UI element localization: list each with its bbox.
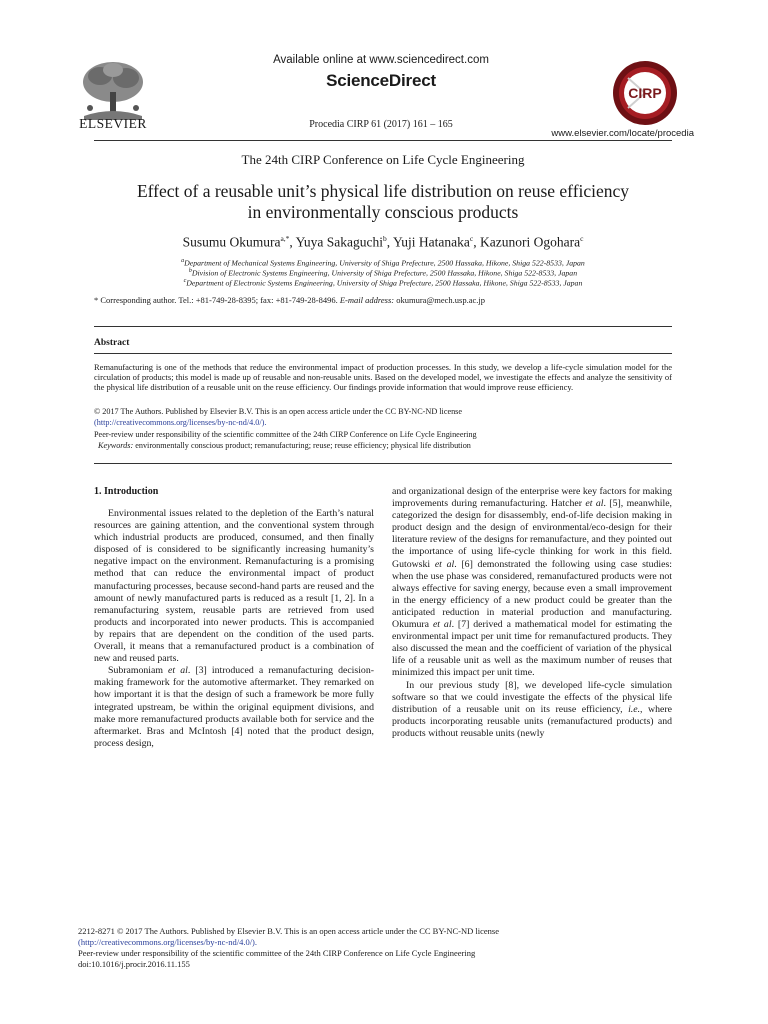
author-name[interactable]: Yuya Sakaguchi xyxy=(295,234,384,250)
keywords-label: Keywords: xyxy=(98,441,134,450)
author-separator: , xyxy=(473,234,480,250)
corresponding-author xyxy=(94,295,672,305)
sciencedirect-logo[interactable]: ScienceDirect xyxy=(326,71,436,90)
corresponding-contact: * Corresponding author. Tel.: +81-749-28-8395; fax: +81-749-28-8496. xyxy=(94,295,340,305)
keywords xyxy=(94,441,676,451)
email-label: E-mail address: xyxy=(339,295,395,305)
abstract-top-divider xyxy=(94,326,672,327)
journal-citation: Procedia CIRP 61 (2017) 161 – 165 xyxy=(309,119,453,130)
author-affiliation-mark: c xyxy=(580,234,584,243)
affiliation-text: Department of Electronic Systems Engineering, University of Shiga Prefecture, 2500 Hassaka, Hikone, Shiga 522-8533, Japan xyxy=(186,278,583,288)
license-link[interactable]: (http://creativecommons.org/licenses/by-nc-nd/4.0/). xyxy=(94,418,267,427)
affiliation-mark: c xyxy=(183,278,187,284)
keywords-list: environmentally conscious product; remanufacturing; reuse; reuse efficiency; physical life distribution xyxy=(133,441,471,450)
author-name[interactable]: Yuji Hatanaka xyxy=(393,234,470,250)
text-run: . [7] derived a mathematical model for estimating the environmental impact per unit time for remanufactured products. They also discussed the mean and the coefficient of variation of the physical life of a reusable unit as well as the maximum number of reuses that minimized this impact per unit time. xyxy=(392,619,673,679)
text-run: . [5], meanwhile, categorized the design for disassembly, end-of-life decision making in product design and the design of environmental/eco-design for their literature review of the designs for remanufacture, and they pointed out the importance of using life-cycle thinking for work in this field. Gutowski xyxy=(392,498,672,570)
text-run-italic: et al xyxy=(434,558,455,570)
text-run: , where products incorporating reusable units (remanufactured products) and products without reusable units (newly xyxy=(392,703,672,739)
article-title xyxy=(94,181,672,223)
text-run: . [6] demonstrated the following using case studies: when the use phase was considered, remanufactured products were not always effective for saving energy, because even a small improvement in the energy efficiency of a new product could be greater than the anticipated reduction in material production and manufacturing. Okumura xyxy=(392,558,673,631)
text-run-italic: i.e. xyxy=(628,703,641,715)
abstract-heading: Abstract xyxy=(94,338,130,348)
affiliation-c xyxy=(94,278,672,288)
footer-license-link[interactable]: (http://creativecommons.org/licenses/by-nc-nd/4.0/). xyxy=(78,937,258,947)
text-run: Subramoniam xyxy=(108,665,169,677)
author-separator: , xyxy=(386,234,394,250)
text-run-italic: et al xyxy=(168,665,188,677)
footer-peer-review: Peer-review under responsibility of the scientific committee of the 24th CIRP Conference on Life Cycle Engineering xyxy=(78,948,476,958)
author-name[interactable]: Kazunori Ogohara xyxy=(479,234,581,250)
author-name[interactable]: Susumu Okumura xyxy=(182,234,281,250)
affiliation-b xyxy=(94,268,672,278)
affiliation-mark: a xyxy=(181,258,185,264)
conference-name: The 24th CIRP Conference on Life Cycle Engineering xyxy=(241,152,525,167)
paragraph xyxy=(94,665,374,750)
affiliation-a xyxy=(94,258,672,268)
abstract-bottom-divider xyxy=(94,463,672,464)
title-line-1: Effect of a reusable unit’s physical life distribution on reuse efficiency xyxy=(136,181,630,201)
author-list xyxy=(94,234,672,251)
author-separator: , xyxy=(289,234,296,250)
page-footer xyxy=(78,926,638,970)
abstract-copyright: © 2017 The Authors. Published by Elsevier B.V. This is an open access article under the CC BY-NC-ND license xyxy=(94,407,463,416)
affiliation-mark: b xyxy=(188,268,192,274)
title-line-2: in environmentally conscious products xyxy=(247,202,519,222)
left-column xyxy=(94,508,374,750)
header-divider xyxy=(94,140,672,141)
text-run: . [3] introduced a remanufacturing decision-making framework for the automotive aftermarket. They remarked on how important it is that the design of such a framework be more fully integrated upstream, be within the original equipment divisions, and make more remanufactured products available both for service and the aftermarket. Bras and McIntosh [4] noted that the product design, process design, xyxy=(94,665,374,749)
text-run-italic: et al xyxy=(585,498,604,510)
paragraph xyxy=(392,680,672,740)
footer-doi[interactable]: doi:10.1016/j.procir.2016.11.155 xyxy=(78,959,190,969)
paragraph: Environmental issues related to the depletion of the Earth’s natural resources are gaining attention, and the conventional system through which industrial products are produced, consumed, and then finally disposed of is considered to be significantly increasing humanity’s negative impact on the environment. Remanufacturing is a promising method that can reduce the environmental impact of product manufacturing processes, because second-hand parts are reused and the amount of newly manufactured parts is reduced as a result [1, 2]. In a remanufacturing system, reusable parts are retrieved from used products and incorporated into newer products. This is accompanied by repairs that are dependent on the condition of the used parts. Overall, it means that a remanufactured product is a combination of new and reused parts. xyxy=(94,508,374,665)
footer-copyright: 2212-8271 © 2017 The Authors. Published by Elsevier B.V. This is an open access article under the CC BY-NC-ND license xyxy=(78,926,500,936)
journal-url[interactable]: www.elsevier.com/locate/procedia xyxy=(551,128,694,139)
abstract-heading-divider xyxy=(94,353,672,354)
paragraph xyxy=(392,486,672,680)
cirp-logo-icon xyxy=(603,58,687,128)
right-column xyxy=(392,486,672,740)
author-affiliation-mark: b xyxy=(383,234,387,243)
text-run: In our previous study [8], we developed life-cycle simulation software so that we could investigate the effects of the physical life distribution of a reusable unit on its reuse efficiency, xyxy=(392,679,672,715)
available-online-text[interactable]: Available online at www.sciencedirect.com xyxy=(273,54,489,66)
abstract-text: Remanufacturing is one of the methods that reduce the environmental impact of production processes. In this study, we develop a life-cycle simulation model for the circulation of products; this model is made up of reusable and non-reusable units. Based on the developed model, we investigate the effects and analyze the sensitivity of the physical life distribution of a reusable unit on the reuse efficiency. Our findings provide information that would improve reuse efficiency. xyxy=(94,362,672,393)
cirp-logo-text: CIRP xyxy=(628,85,662,101)
affiliation-text: Division of Electronic Systems Engineering, University of Shiga Prefecture, 2500 Hassaka, Hikone, Shiga 522-8533, Japan xyxy=(191,268,578,278)
text-run-italic: et al xyxy=(432,619,452,631)
affiliation-text: Department of Mechanical Systems Engineering, University of Shiga Prefecture, 2500 Hassaka, Hikone, Shiga 522-8533, Japan xyxy=(184,258,585,268)
section-heading: 1. Introduction xyxy=(94,486,159,497)
author-affiliation-mark: a,* xyxy=(280,234,290,243)
corresponding-email[interactable]: okumura@mech.usp.ac.jp xyxy=(394,295,486,305)
author-affiliation-mark: c xyxy=(469,234,474,243)
publisher-name: ELSEVIER xyxy=(79,116,147,131)
text-run: and organizational design of the enterprise were key factors for making improvements during remanufacturing. Hatcher xyxy=(392,486,672,510)
peer-review-note: Peer-review under responsibility of the scientific committee of the 24th CIRP Conference on Life Cycle Engineering xyxy=(94,430,477,439)
